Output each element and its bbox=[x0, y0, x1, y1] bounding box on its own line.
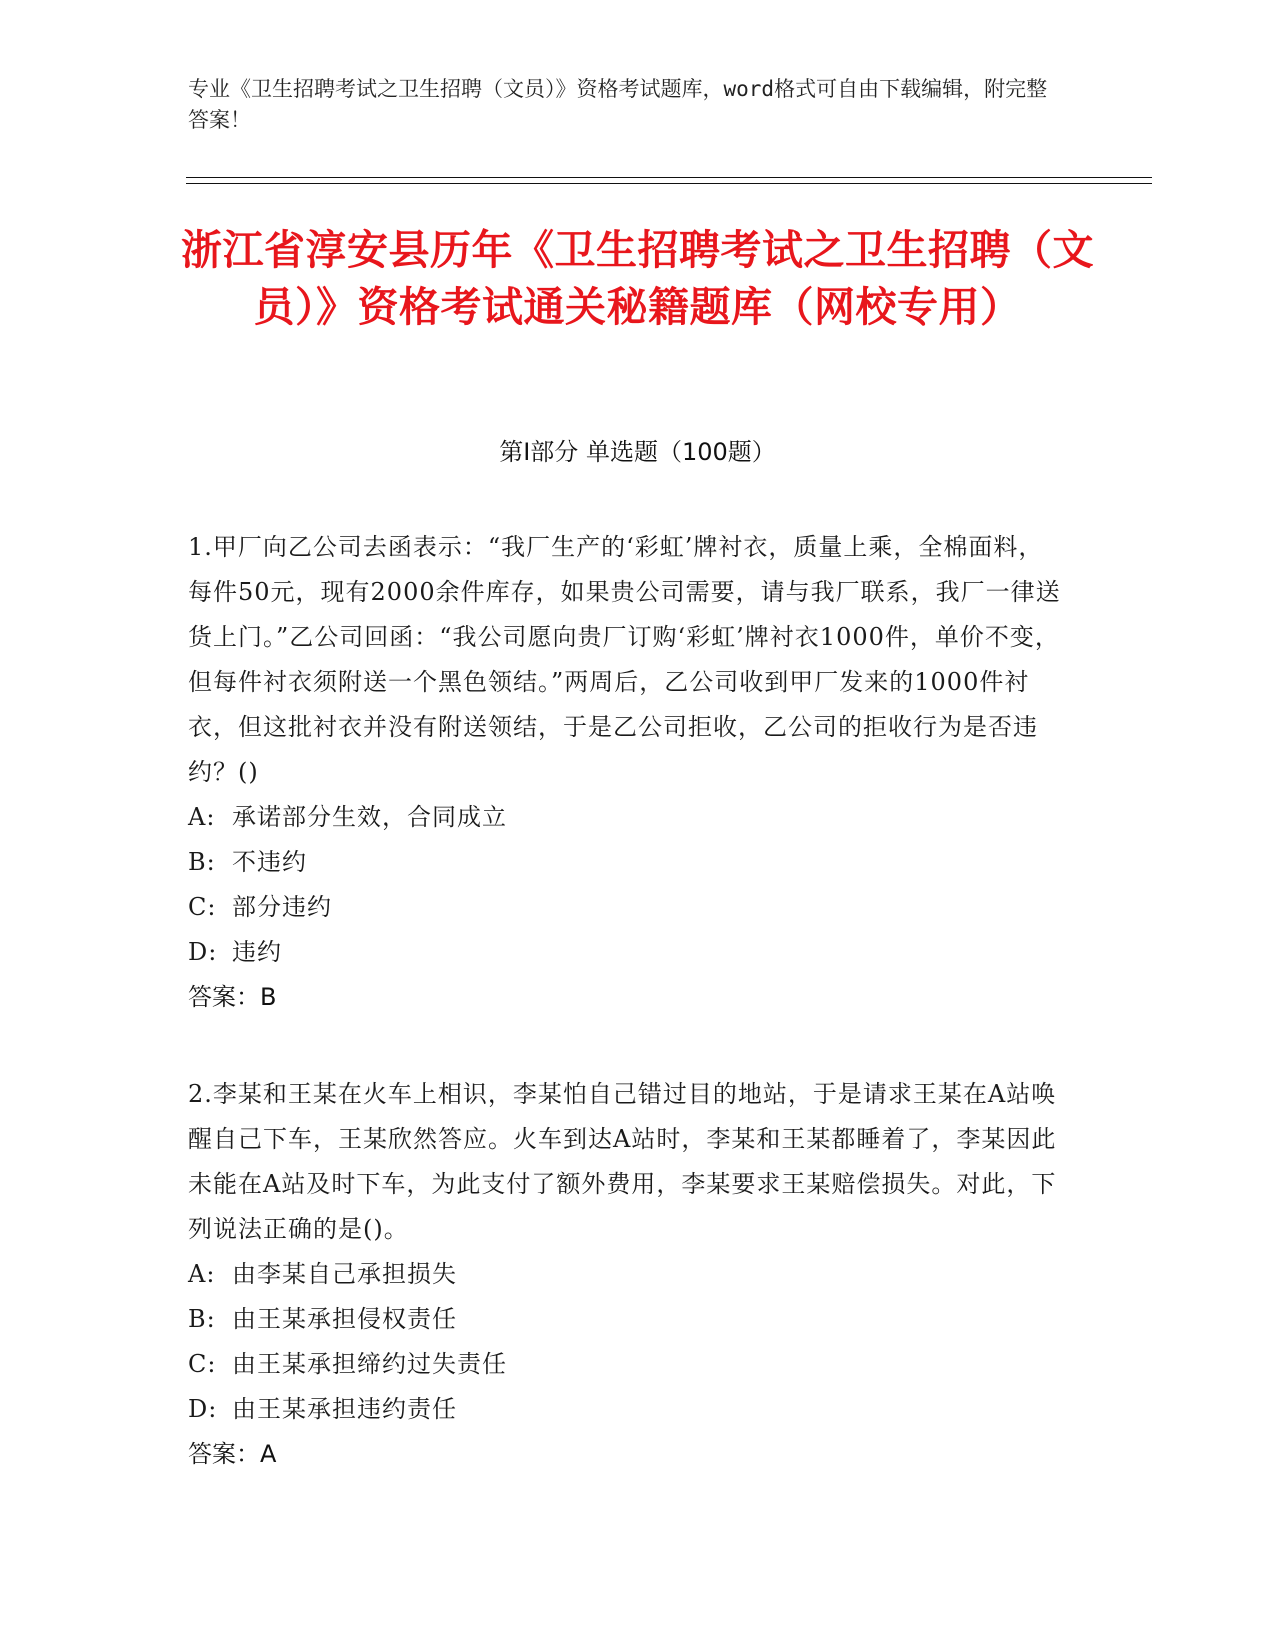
section-title: 第Ⅰ部分 单选题（100题） bbox=[499, 438, 776, 466]
option-key: D: bbox=[188, 938, 218, 966]
option-b bbox=[188, 840, 1068, 885]
option-c bbox=[188, 885, 1068, 930]
option-key: A: bbox=[188, 1260, 216, 1288]
option-c bbox=[188, 1342, 1068, 1387]
option-key: C: bbox=[188, 893, 217, 921]
option-text: 承诺部分生效，合同成立 bbox=[232, 803, 507, 831]
option-a bbox=[188, 795, 1068, 840]
option-key: C: bbox=[188, 1350, 217, 1378]
option-key: B: bbox=[188, 1305, 216, 1333]
option-text: 不违约 bbox=[232, 848, 307, 876]
option-d bbox=[188, 930, 1068, 975]
option-key: D: bbox=[188, 1395, 218, 1423]
question-1 bbox=[188, 525, 1068, 1020]
option-text: 部分违约 bbox=[232, 893, 332, 921]
option-text: 由王某承担违约责任 bbox=[232, 1395, 457, 1423]
option-text: 由王某承担侵权责任 bbox=[232, 1305, 457, 1333]
question-2 bbox=[188, 1072, 1068, 1477]
option-key: A: bbox=[188, 803, 216, 831]
option-b bbox=[188, 1297, 1068, 1342]
header-note: 专业《卫生招聘考试之卫生招聘（文员）》资格考试题库，word格式可自由下载编辑，附完整答案！ bbox=[188, 77, 1048, 132]
option-d bbox=[188, 1387, 1068, 1432]
question-stem: 2.李某和王某在火车上相识，李某怕自己错过目的地站，于是请求王某在A站唤醒自己下车，王某欣然答应。火车到达A站时，李某和王某都睡着了，李某因此未能在A站及时下车，为此支付了额外费用，李某要求王某赔偿损失。对此，下列说法正确的是()。 bbox=[188, 1080, 1057, 1243]
answer-line: 答案：A bbox=[188, 1440, 277, 1468]
question-stem: 1.甲厂向乙公司去函表示：“我厂生产的‘彩虹’牌衬衣，质量上乘，全棉面料，每件50元，现有2000余件库存，如果贵公司需要，请与我厂联系，我厂一律送货上门。”乙公司回函：“我公司愿向贵厂订购‘彩虹’牌衬衣1000件，单价不变，但每件衬衣须附送一个黑色领结。”两周后，乙公司收到甲厂发来的1000件衬衣，但这批衬衣并没有附送领结，于是乙公司拒收，乙公司的拒收行为是否违约？() bbox=[188, 533, 1061, 786]
option-text: 由李某自己承担损失 bbox=[232, 1260, 457, 1288]
header-rule-bottom bbox=[186, 183, 1152, 184]
option-a bbox=[188, 1252, 1068, 1297]
option-text: 违约 bbox=[232, 938, 282, 966]
option-text: 由王某承担缔约过失责任 bbox=[232, 1350, 507, 1378]
answer-line: 答案：B bbox=[188, 983, 277, 1011]
document-title: 浙江省淳安县历年《卫生招聘考试之卫生招聘（文员）》资格考试通关秘籍题库（网校专用） bbox=[181, 226, 1094, 331]
option-key: B: bbox=[188, 848, 216, 876]
header-rule-top bbox=[186, 177, 1152, 178]
